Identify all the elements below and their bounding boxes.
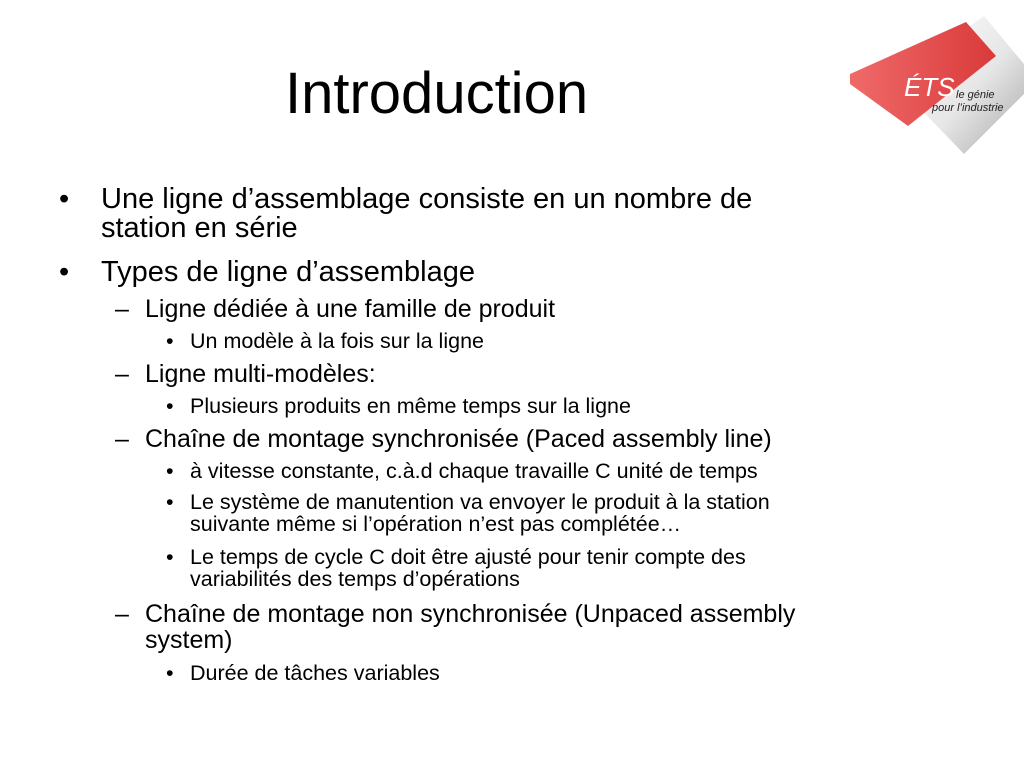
list-item [166, 329, 484, 353]
list-item [166, 490, 770, 536]
logo-tagline-2: pour l’industrie [932, 102, 1004, 114]
list-item-text: Plusieurs produits en même temps sur la ligne [190, 394, 631, 418]
list-item-text: Types de ligne d’assemblage [101, 256, 476, 288]
list-item [115, 600, 796, 654]
dash-marker: – [115, 425, 129, 453]
bullet-marker: • [166, 661, 174, 685]
dash-marker: – [115, 360, 129, 388]
logo-letters: ÉTS [904, 72, 955, 102]
list-item-text: suivante même si l’opération n’est pas complétée… [190, 512, 682, 536]
list-item-text: Une ligne d’assemblage consiste en un nombre de [101, 183, 753, 215]
bullet-marker: • [59, 183, 70, 215]
list-item [166, 459, 758, 483]
list-item [166, 394, 631, 418]
list-item [166, 661, 440, 685]
list-item-text: Un modèle à la fois sur la ligne [190, 329, 484, 353]
list-item [115, 425, 772, 453]
bullet-marker: • [166, 545, 174, 569]
list-item-text: variabilités des temps d’opérations [190, 567, 520, 591]
list-item-text: Le système de manutention va envoyer le produit à la station [190, 490, 770, 514]
bullet-marker: • [166, 459, 174, 483]
list-item-text: station en série [101, 212, 298, 244]
list-item-text: Chaîne de montage non synchronisée (Unpaced assembly [145, 600, 796, 628]
list-item [59, 256, 476, 288]
bullet-marker: • [59, 256, 70, 288]
bullet-marker: • [166, 490, 174, 514]
list-item-text: Durée de tâches variables [190, 661, 440, 685]
slide-title: Introduction [285, 61, 589, 126]
list-item-text: Ligne dédiée à une famille de produit [145, 295, 556, 323]
bullet-marker: • [166, 394, 174, 418]
list-item [115, 360, 376, 388]
list-item [59, 183, 753, 244]
list-item-text: system) [145, 626, 233, 654]
list-item-text: à vitesse constante, c.à.d chaque travaille C unité de temps [190, 459, 758, 483]
list-item [166, 545, 746, 591]
list-item-text: Chaîne de montage synchronisée (Paced assembly line) [145, 425, 772, 453]
logo-tagline-1: le génie [956, 89, 995, 101]
bullet-marker: • [166, 329, 174, 353]
dash-marker: – [115, 295, 129, 323]
dash-marker: – [115, 600, 129, 628]
list-item-text: Le temps de cycle C doit être ajusté pour tenir compte des [190, 545, 746, 569]
list-item-text: Ligne multi-modèles: [145, 360, 376, 388]
list-item [115, 295, 556, 323]
